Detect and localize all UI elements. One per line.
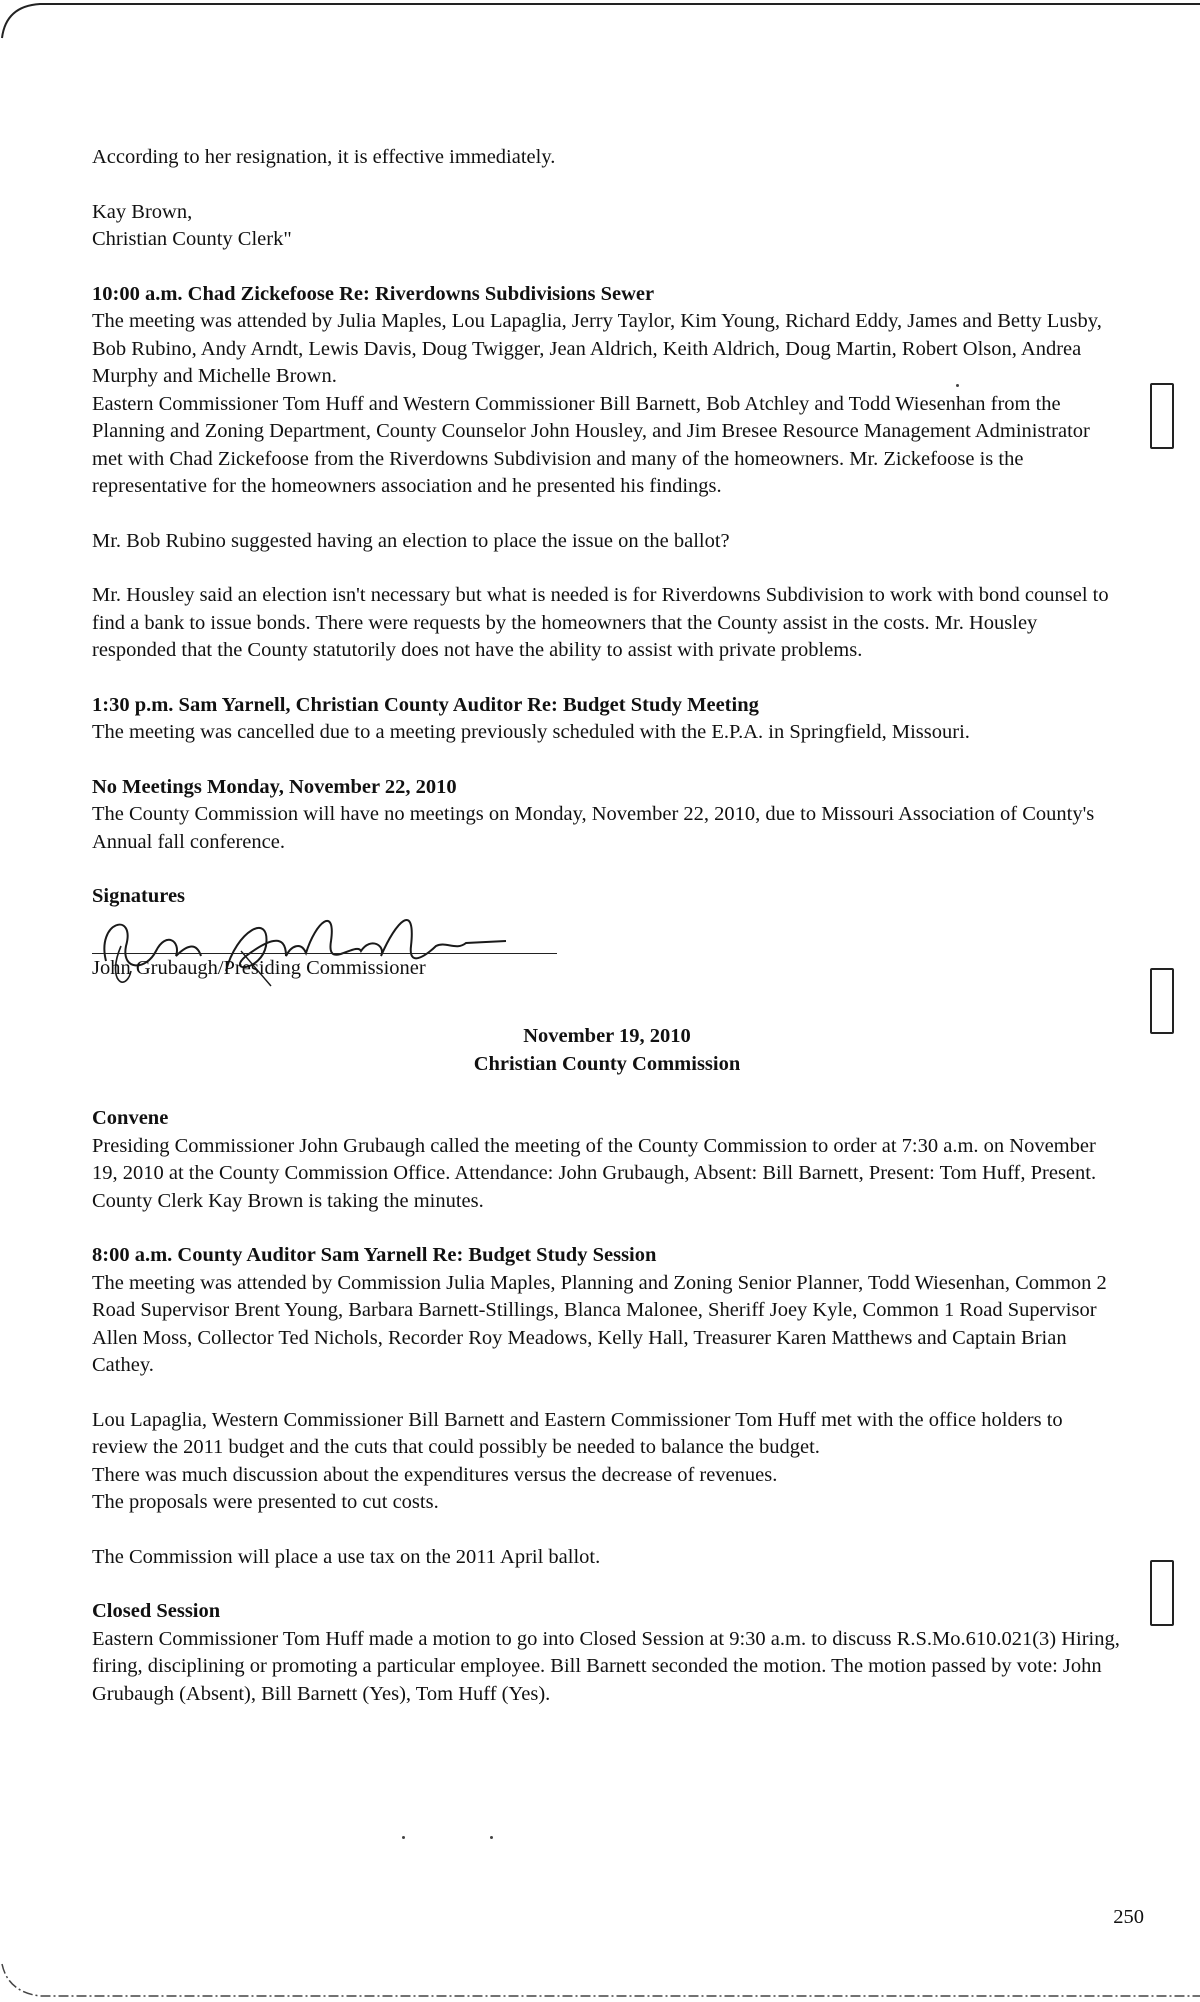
page-number: 250 [1113,1906,1144,1928]
signature-block [92,883,1122,983]
use-tax-paragraph: The Commission will place a use tax on the 2011 April ballot. [92,1545,601,1568]
budget-session-section [92,1242,1122,1380]
closed-session-text: Eastern Commissioner Tom Huff made a motion to go into Closed Session at 9:30 a.m. to discuss R.S.Mo.610.021(3) Hiring, firing, disciplining or promoting a particular employee. Bill Barnett seconded the motion. The motion passed by vote: John Grubaugh (Absent), Bill Barnett (Yes), Tom Huff (Yes). [92,1627,1120,1705]
scan-edge-bottom [0,1962,1200,2002]
clerk-name: Kay Brown, [92,200,193,223]
session-header [92,1023,1122,1078]
scan-speck [956,384,959,387]
convene-heading: Convene [92,1107,169,1129]
minutes-page [92,144,1122,1735]
clerk-signoff [92,199,1122,254]
budget-meeting-heading: 1:30 p.m. Sam Yarnell, Christian County Auditor Re: Budget Study Meeting [92,693,759,716]
rubino-paragraph: Mr. Bob Rubino suggested having an election to place the issue on the ballot? [92,529,730,552]
riverdowns-attendees: The meeting was attended by Julia Maples, Lou Lapaglia, Jerry Taylor, Kim Young, Richard Eddy, James and Betty Lusby, Bob Rubino, Andy Arndt, Lewis Davis, Doug Twigger, Jean Aldrich, Keith Aldrich, Doug Martin, Robert Olson, Andrea Murphy and Michelle Brown. [92,310,1102,387]
no-meetings-section [92,774,1122,857]
budget-review-line-3: The proposals were presented to cut costs. [92,1491,439,1513]
closed-session-heading: Closed Session [92,1600,221,1622]
no-meetings-text: The County Commission will have no meetings on Monday, November 22, 2010, due to Missouri Association of County's Annual fall conference. [92,803,1095,853]
budget-session-attendees: The meeting was attended by Commission Julia Maples, Planning and Zoning Senior Planner, Todd Wiesenhan, Common 2 Road Supervisor Brent Young, Barbara Barnett-Stillings, Blanca Malonee, Sheriff Joey Kyle, Common 1 Road Supervisor Allen Moss, Collector Ted Nichols, Recorder Roy Meadows, Kelly Hall, Treasurer Karen Matthews and Captain Brian Cathey. [92,1271,1107,1376]
scan-speck [490,1836,493,1839]
budget-session-heading: 8:00 a.m. County Auditor Sam Yarnell Re: Budget Study Session [92,1244,657,1266]
binder-hole [1150,383,1174,449]
session-body: Christian County Commission [473,1052,741,1075]
binder-hole [1150,1560,1174,1626]
convene-text: Presiding Commissioner John Grubaugh called the meeting of the County Commission to order at 7:30 a.m. on November 19, 2010 at the County Commission Office. Attendance: John Grubaugh, Absent: Bill Barnett, Present: Tom Huff, Present. County Clerk Kay Brown is taking the minutes. [92,1134,1097,1212]
budget-meeting-text: The meeting was cancelled due to a meeting previously scheduled with the E.P.A. in Springfield, Missouri. [92,721,970,743]
signatures-heading: Signatures [92,885,186,907]
signature-line [92,953,557,954]
riverdowns-summary: Eastern Commissioner Tom Huff and Western Commissioner Bill Barnett, Bob Atchley and Todd Wiesenhan from the Planning and Zoning Department, County Counselor John Housley, and Jim Bresee Resource Management Administrator met with Chad Zickefoose from the Riverdowns Subdivision and many of the homeowners. Mr. Zickefoose is the representative for the homeowners association and he presented his findings. [92,392,1090,497]
budget-meeting-section [92,692,1122,747]
budget-review-paragraph [92,1407,1122,1517]
signer-name: John Grubaugh/Presiding Commissioner [92,957,426,979]
riverdowns-heading: 10:00 a.m. Chad Zickefoose Re: Riverdowns Subdivisions Sewer [92,282,655,305]
no-meetings-heading: No Meetings Monday, November 22, 2010 [92,775,457,798]
clerk-title: Christian County Clerk" [92,228,292,250]
riverdowns-section [92,281,1122,391]
closed-session-section [92,1598,1122,1708]
scan-edge-top [0,0,1200,40]
binder-hole [1150,968,1174,1034]
budget-review-line-2: There was much discussion about the expenditures versus the decrease of revenues. [92,1463,778,1486]
resignation-line: According to her resignation, it is effective immediately. [92,146,556,168]
housley-paragraph: Mr. Housley said an election isn't necessary but what is needed is for Riverdowns Subdivision to work with bond counsel to find a bank to issue bonds. There were requests by the homeowners that the County assist in the costs. Mr. Housley responded that the County statutorily does not have the ability to assist with private problems. [92,584,1109,661]
budget-review-line-1: Lou Lapaglia, Western Commissioner Bill Barnett and Eastern Commissioner Tom Huff met with the office holders to review the 2011 budget and the cuts that could possibly be needed to balance the budget. [92,1408,1063,1458]
session-date: November 19, 2010 [523,1025,691,1047]
scan-speck [402,1836,405,1839]
convene-section [92,1105,1122,1215]
